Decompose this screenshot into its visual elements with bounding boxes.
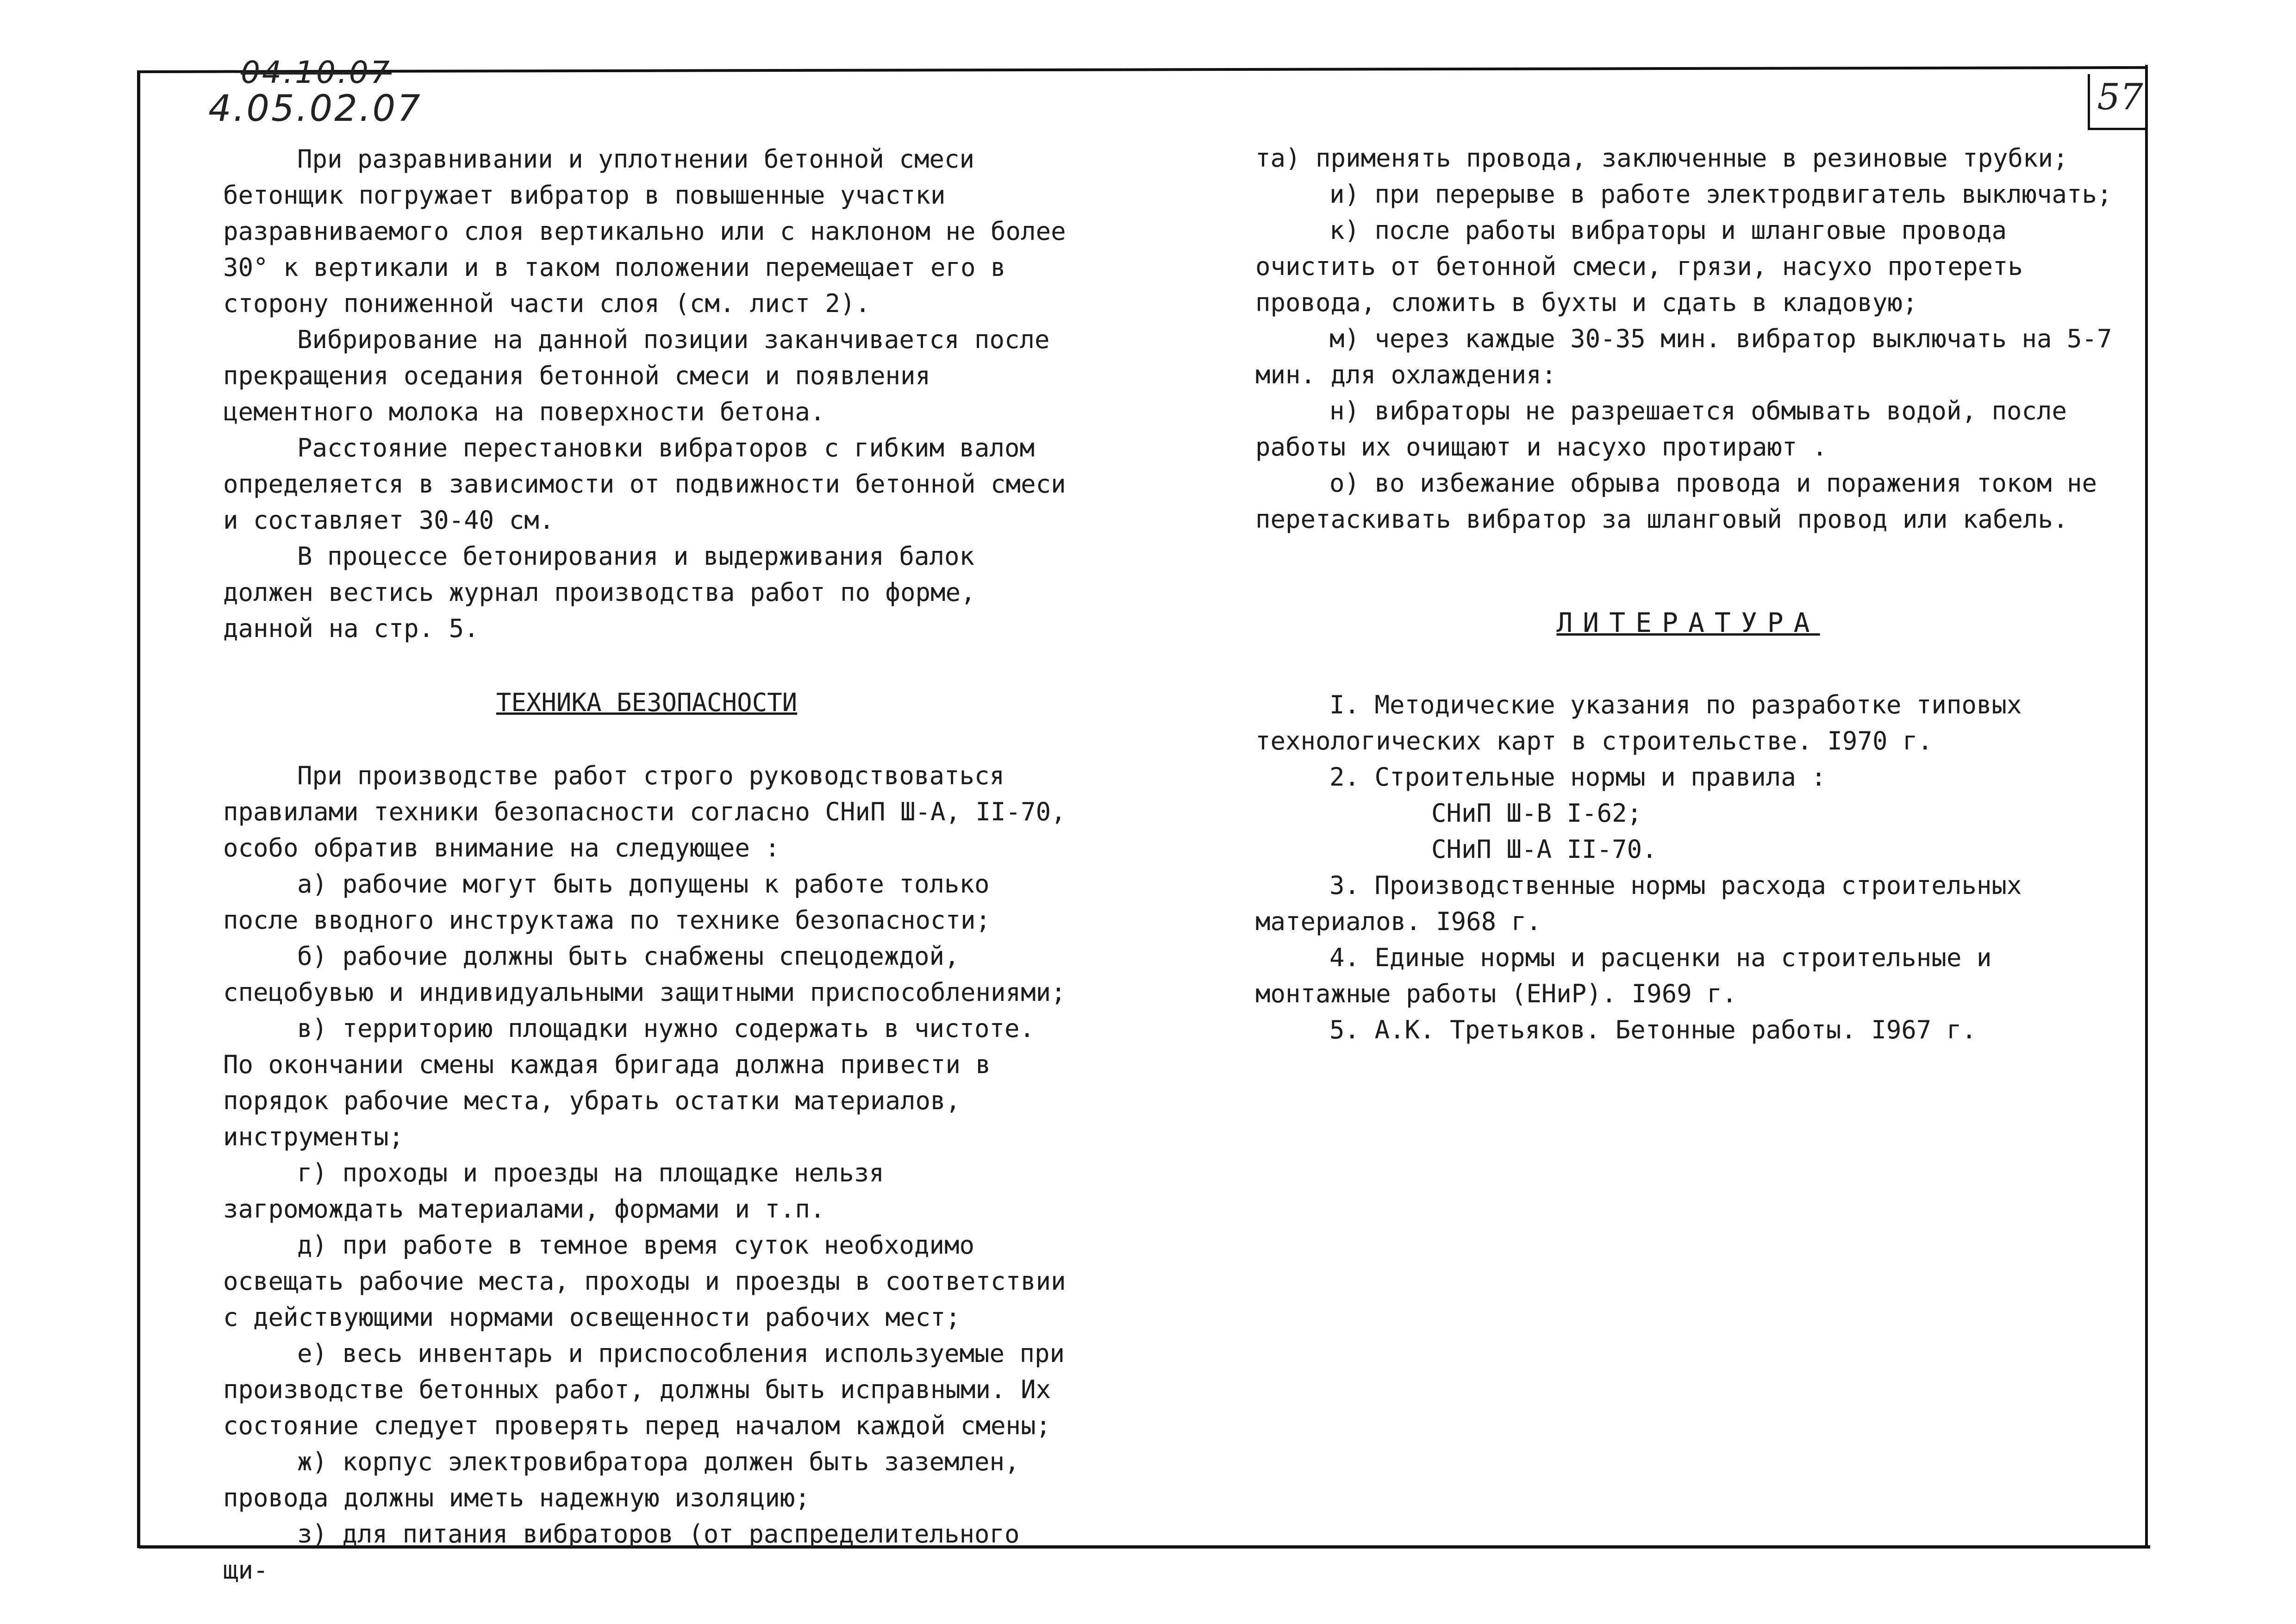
paragraph: Расстояние перестановки вибраторов с гибким валом определяется в зависимости от подвижности бетонной смеси и составляет 30-40 см. [223, 433, 1081, 535]
safety-item: г) проходы и проезды на площадке нельзя загромождать материалами, формами и т.п. [223, 1158, 899, 1224]
paragraph: При разравнивании и уплотнении бетонной смеси бетонщик погружает вибратор в повышенные участки разравниваемого слоя вертикально или с наклоном не более 30° к вертикали и в таком положении перемещает его в сторону пониженной части слоя (см. лист 2). [223, 144, 1081, 318]
reference-subitem: СНиП Ш-В I-62; [1431, 799, 1642, 828]
paragraph: Вибрирование на данной позиции заканчивается после прекращения оседания бетонной смеси и появления цементного молока на поверхности бетона. [223, 325, 1065, 426]
safety-item: в) территорию площадки нужно содержать в чистоте. По окончании смены каждая бригада должна привести в порядок рабочие места, убрать остатки материалов, инструменты; [223, 1014, 1050, 1151]
continuation-text: та) применять провода, заключенные в резиновые трубки; [1255, 144, 2068, 173]
stamp-code-crossed: 04.10.07 [241, 55, 392, 90]
page-number-box-bottom [2088, 128, 2147, 130]
safety-item: б) рабочие должны быть снабжены спецодеждой, спецобувью и индивидуальными защитными приспособлениями; [223, 942, 1066, 1007]
safety-item: и) при перерыве в работе электродвигатель выключать; [1329, 180, 2112, 209]
safety-item: ж) корпус электровибратора должен быть заземлен, провода должны иметь надежную изоляцию; [223, 1447, 1035, 1512]
safety-item: к) после работы вибраторы и шланговые провода очистить от бетонной смеси, грязи, насухо протереть провода, сложить в бухты и сдать в кладовую; [1255, 216, 2038, 317]
safety-item: а) рабочие могут быть допущены к работе только после вводного инструктажа по технике безопасности; [223, 869, 1005, 935]
right-column [1255, 140, 2128, 1048]
stamp-code: 4.05.02.07 [208, 88, 422, 130]
safety-item: д) при работе в темное время суток необходимо освещать рабочие места, проходы и проезды в соответствии с действующими нормами освещенности рабочих мест; [223, 1230, 1081, 1332]
reference-item: 4. Единые нормы и расценки на строительные и монтажные работы (ЕНиР). I969 г. [1255, 943, 2007, 1008]
reference-subitem: СНиП Ш-А II-70. [1431, 835, 1657, 864]
page-number-box-left [2088, 74, 2090, 130]
safety-item: о) во избежание обрыва провода и поражения током не перетаскивать вибратор за шланговый провод или кабель. [1255, 468, 2112, 534]
reference-item: I. Методические указания по разработке типовых технологических карт в строительстве. I970 г. [1255, 690, 2037, 756]
safety-item: м) через каждые 30-35 мин. вибратор выключать на 5-7 мин. для охлаждения: [1255, 324, 2128, 389]
safety-item: н) вибраторы не разрешается обмывать водой, после работы их очищают и насухо протирают . [1255, 396, 2082, 462]
paragraph: В процессе бетонирования и выдерживания балок должен вестись журнал производства работ по форме, данной на стр. 5. [223, 542, 991, 643]
frame-top-border [139, 66, 2148, 73]
page-number: 57 [2097, 76, 2143, 118]
reference-item: 3. Производственные нормы расхода строительных материалов. I968 г. [1255, 871, 2037, 936]
safety-heading: ТЕХНИКА БЕЗОПАСНОСТИ [496, 688, 798, 717]
left-column [223, 141, 1081, 1588]
safety-intro: При производстве работ строго руководствоваться правилами техники безопасности согласно СНиП Ш-А, II-70, особо обратив внимание на следующее : [223, 761, 1081, 862]
frame-right-border [2145, 65, 2148, 1548]
safety-item: з) для питания вибраторов (от распределительного щи- [223, 1519, 1035, 1585]
safety-item: е) весь инвентарь и приспособления используемые при производстве бетонных работ, должны быть исправными. Их состояние следует проверять перед началом каждой смены; [223, 1339, 1080, 1440]
reference-item: 2. Строительные нормы и правила : [1329, 762, 1826, 792]
frame-left-border [137, 70, 140, 1548]
reference-item: 5. А.К. Третьяков. Бетонные работы. I967 г. [1329, 1015, 1977, 1044]
literature-heading: ЛИТЕРАТУРА [1556, 607, 1820, 638]
